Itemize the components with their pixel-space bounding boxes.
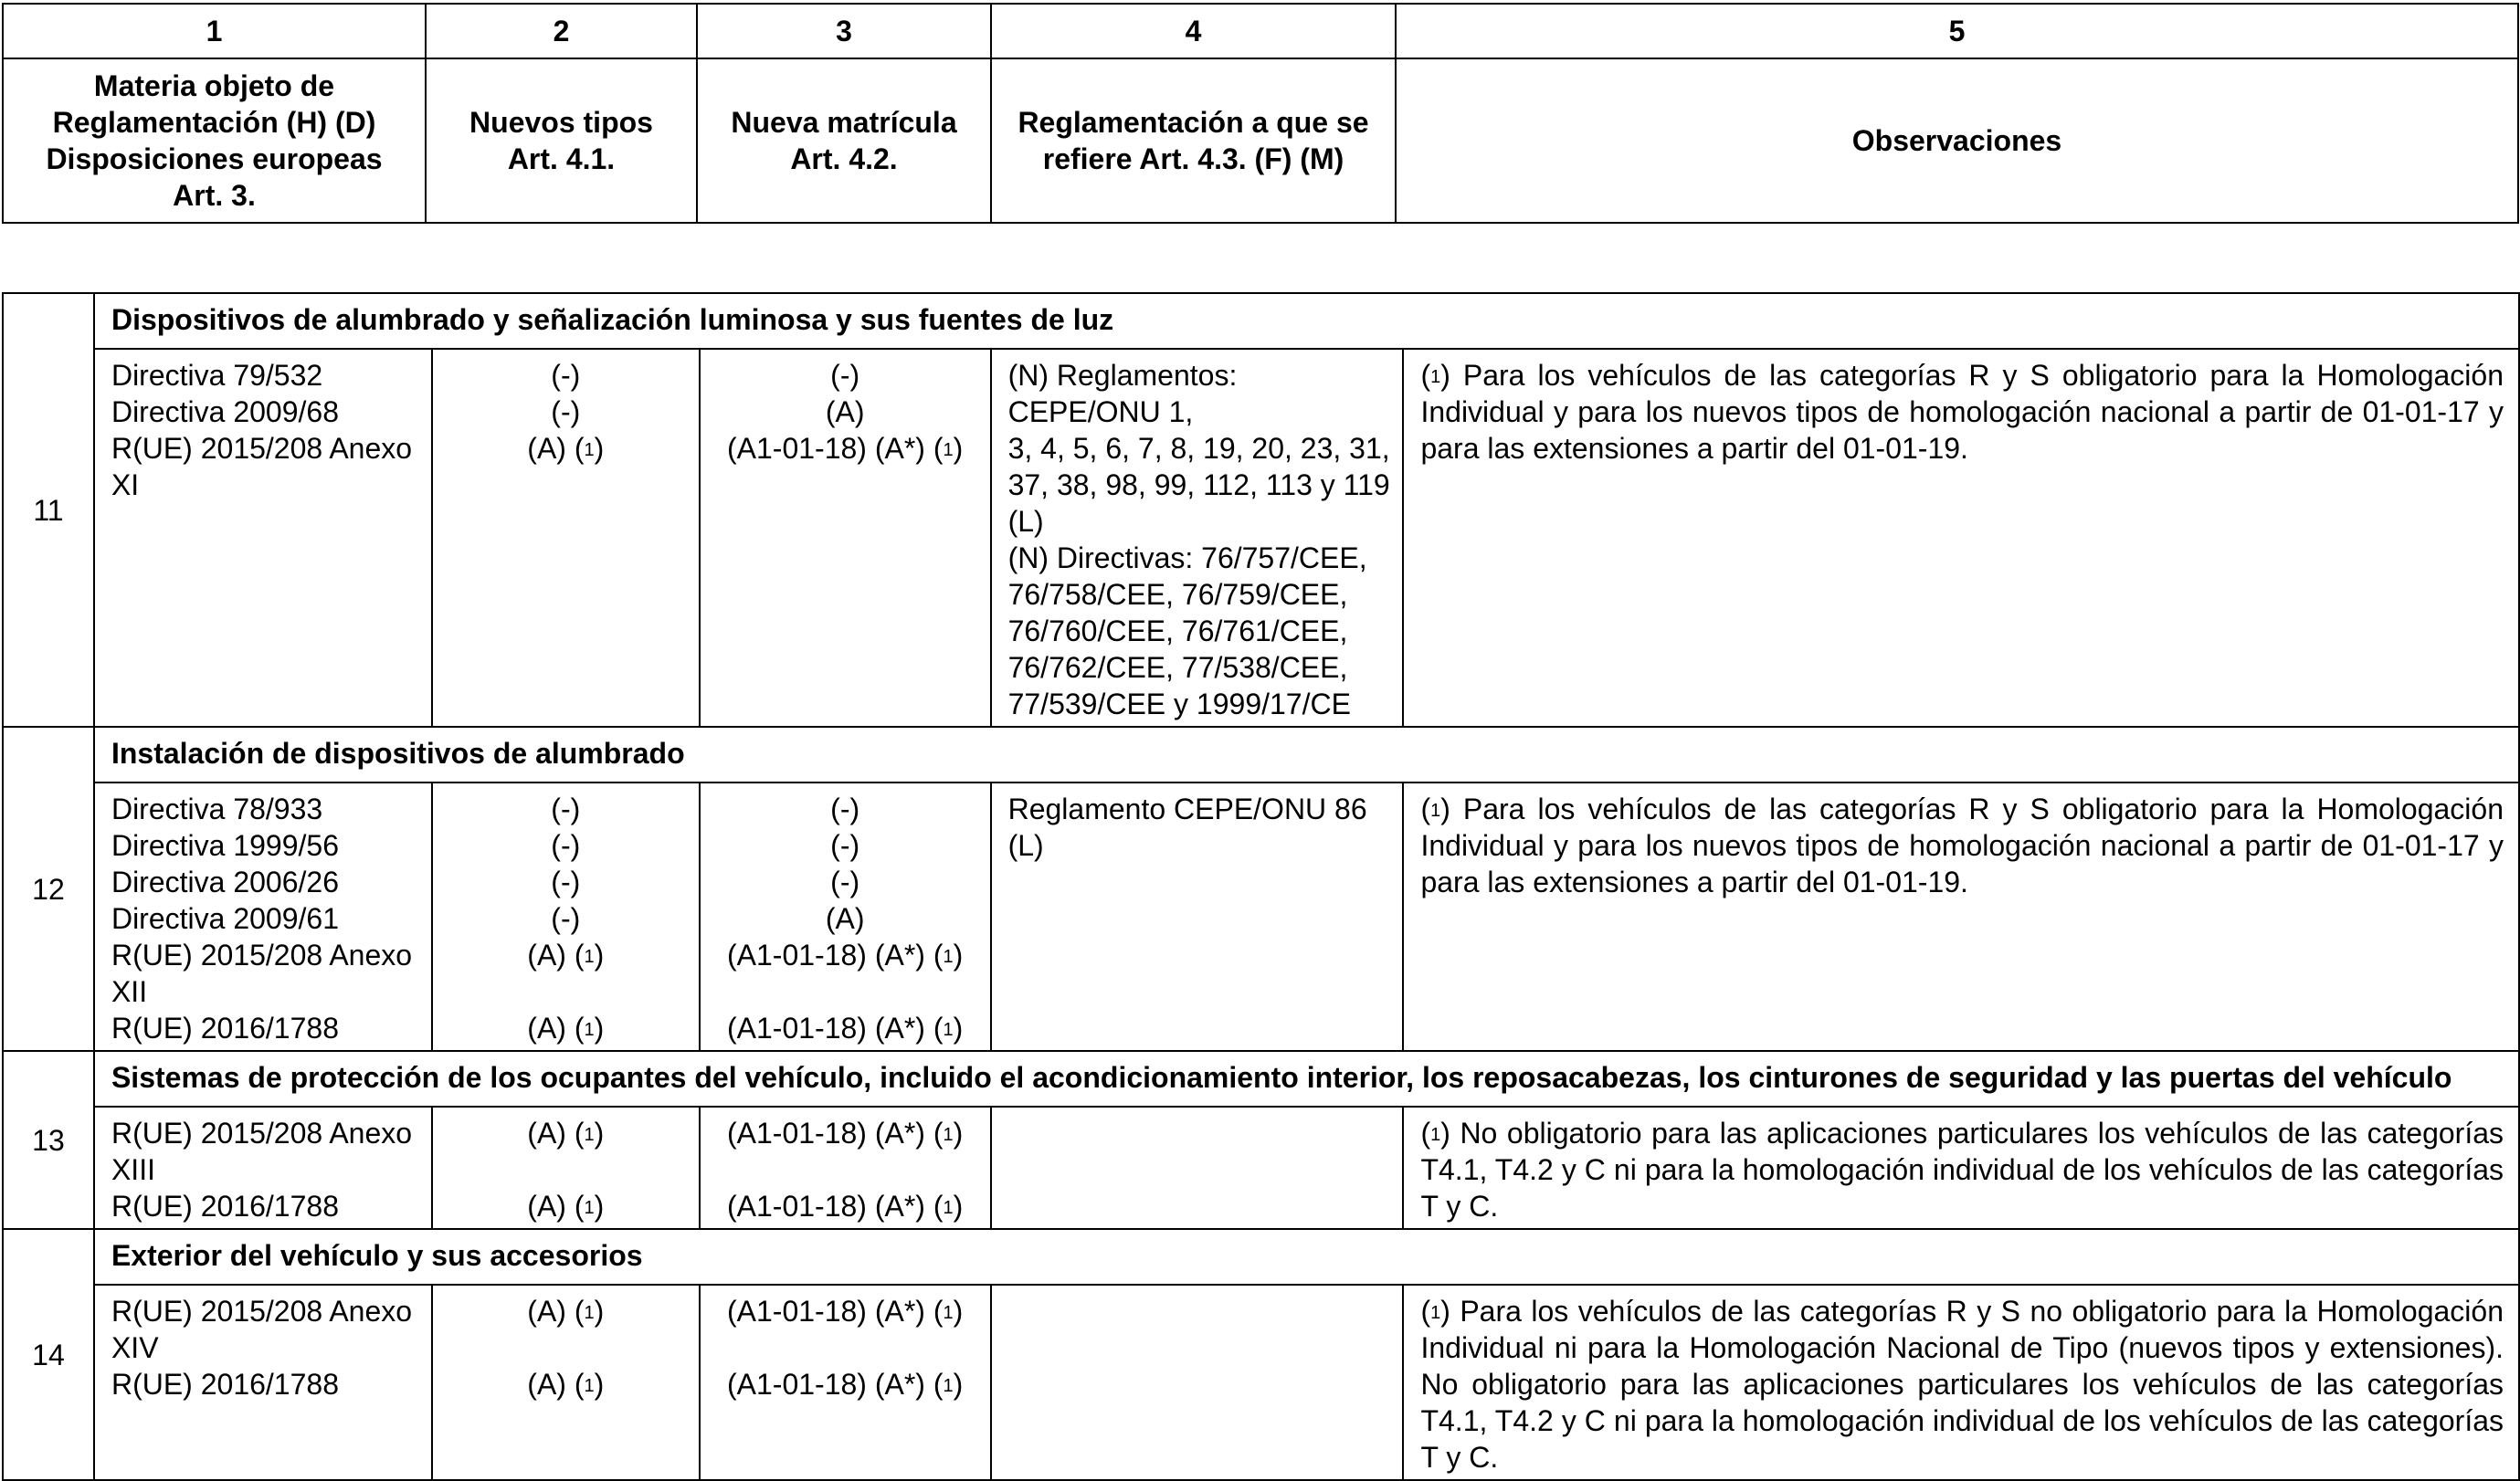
disposiciones-cell bbox=[94, 783, 432, 1051]
header-line: refiere Art. 4.3. (F) (M) bbox=[1042, 142, 1344, 175]
cell-line: (A) ($^1$) bbox=[527, 939, 605, 972]
observaciones-cell: ($^1$) Para los vehículos de las categorías R y S no obligatorio para la Homologación Individual ni para la Homologación Nacional de Tipo (nuevos tipos y extensiones). No obligatorio para las aplicaciones particulares los vehículos de las categorías T4.1, T4.2 y C ni para la homologación individual de los vehículos de las categorías T y C. bbox=[1403, 1285, 2519, 1480]
cell-line: Directiva 2009/68 bbox=[111, 395, 339, 428]
cell-line: (N) Reglamentos: CEPE/ONU 1, bbox=[1007, 359, 1238, 428]
cell-line: R(UE) 2015/208 Anexo bbox=[111, 1295, 413, 1328]
nuevos-tipos-cell bbox=[432, 1107, 700, 1229]
column-title-nuevos-tipos bbox=[426, 58, 697, 223]
column-number: 5 bbox=[1396, 4, 2518, 58]
cell-line: (A1-01-18) (A*) ($^1$) bbox=[727, 1117, 964, 1150]
cell-line: R(UE) 2016/1788 bbox=[111, 1012, 339, 1045]
cell-line: (A) ($^1$) bbox=[527, 1190, 605, 1223]
footnote-marker: 1 bbox=[943, 1125, 954, 1145]
footnote-marker: 1 bbox=[943, 1020, 954, 1040]
column-number-row bbox=[3, 4, 2518, 58]
cell-line: R(UE) 2015/208 Anexo bbox=[111, 1117, 413, 1150]
header-line: Art. 3. bbox=[173, 179, 256, 212]
cell-line: (A1-01-18) (A*) ($^1$) bbox=[727, 1012, 964, 1045]
cell-line bbox=[706, 973, 985, 1010]
cell-line: (-) bbox=[551, 902, 581, 935]
cell-line bbox=[438, 973, 693, 1010]
column-number: 1 bbox=[3, 4, 426, 58]
nueva-matricula-cell bbox=[700, 783, 991, 1051]
footnote-marker: 1 bbox=[584, 1125, 595, 1145]
cell-line: (A) bbox=[825, 395, 865, 428]
cell-line: (A) ($^1$) bbox=[527, 432, 605, 465]
nueva-matricula-cell bbox=[700, 349, 991, 727]
cell-line: (-) bbox=[830, 829, 860, 862]
observaciones-cell: ($^1$) No obligatorio para las aplicaciones particulares los vehículos de las categorías T4.1, T4.2 y C ni para la homologación individual de los vehículos de las categorías T y C. bbox=[1403, 1107, 2519, 1229]
disposiciones-cell bbox=[94, 1285, 432, 1480]
disposiciones-cell bbox=[94, 349, 432, 727]
cell-line: (N) Directivas: 76/757/CEE, bbox=[1007, 541, 1367, 574]
cell-line: (-) bbox=[551, 866, 581, 898]
reglamentacion-cell bbox=[991, 349, 1404, 727]
section-title: Instalación de dispositivos de alumbrado bbox=[94, 727, 2519, 783]
cell-line: (A1-01-18) (A*) ($^1$) bbox=[727, 1295, 964, 1328]
reglamentacion-cell bbox=[991, 1285, 1404, 1480]
column-title-reglamentacion bbox=[991, 58, 1396, 223]
nuevos-tipos-cell bbox=[432, 783, 700, 1051]
nueva-matricula-cell bbox=[700, 1285, 991, 1480]
footnote-marker: 1 bbox=[584, 1198, 595, 1218]
column-title-observaciones bbox=[1396, 58, 2518, 223]
section-detail-row bbox=[3, 349, 2519, 727]
footnote-marker: 1 bbox=[584, 947, 595, 967]
regulation-table-body bbox=[3, 293, 2519, 1480]
observaciones-cell: ($^1$) Para los vehículos de las categorías R y S obligatorio para la Homologación Individual y para los nuevos tipos de homologación nacional a partir de 01-01-17 y para las extensiones a partir del 01-01-19. bbox=[1403, 349, 2519, 727]
section-detail-row bbox=[3, 1107, 2519, 1229]
footnote-marker: 1 bbox=[943, 1376, 954, 1396]
column-number: 4 bbox=[991, 4, 1396, 58]
section-detail-row bbox=[3, 1285, 2519, 1480]
cell-line: (L) bbox=[1007, 505, 1044, 538]
observaciones-cell: ($^1$) Para los vehículos de las categorías R y S obligatorio para la Homologación Individual y para los nuevos tipos de homologación nacional a partir de 01-01-17 y para las extensiones a partir del 01-01-19. bbox=[1403, 783, 2519, 1051]
row-number: 14 bbox=[3, 1229, 94, 1480]
cell-line: R(UE) 2015/208 Anexo XI bbox=[111, 432, 413, 501]
header-line: Reglamentación a que se bbox=[1017, 106, 1369, 139]
column-title-row bbox=[3, 58, 2518, 223]
nuevos-tipos-cell bbox=[432, 349, 700, 727]
section-title-row bbox=[3, 727, 2519, 783]
cell-line: Reglamento CEPE/ONU 86 (L) bbox=[1007, 793, 1367, 862]
cell-line: XII bbox=[111, 975, 148, 1008]
nueva-matricula-cell bbox=[700, 1107, 991, 1229]
cell-line: 76/762/CEE, 77/538/CEE, bbox=[1007, 651, 1348, 684]
header-line: Nueva matrícula bbox=[731, 106, 957, 139]
column-title-materia bbox=[3, 58, 426, 223]
cell-line bbox=[438, 1151, 693, 1188]
cell-line: 76/760/CEE, 76/761/CEE, bbox=[1007, 614, 1348, 647]
section-title: Dispositivos de alumbrado y señalización luminosa y sus fuentes de luz bbox=[94, 293, 2519, 349]
cell-line: (-) bbox=[830, 866, 860, 898]
footnote-marker: 1 bbox=[584, 1303, 595, 1323]
column-number: 2 bbox=[426, 4, 697, 58]
footnote-marker: 1 bbox=[584, 1020, 595, 1040]
header-line: Observaciones bbox=[1851, 124, 2062, 157]
cell-line: (-) bbox=[830, 793, 860, 825]
cell-line: (A) bbox=[825, 902, 865, 935]
cell-line: (A1-01-18) (A*) ($^1$) bbox=[727, 432, 964, 465]
footnote-marker: 1 bbox=[1430, 1125, 1441, 1145]
cell-line: (A) ($^1$) bbox=[527, 1295, 605, 1328]
cell-line: 76/758/CEE, 76/759/CEE, bbox=[1007, 578, 1348, 611]
cell-line: (-) bbox=[551, 359, 581, 392]
cell-line: Directiva 78/933 bbox=[111, 793, 323, 825]
footnote-marker: 1 bbox=[1430, 801, 1441, 821]
header-line: Reglamentación (H) (D) bbox=[52, 106, 376, 139]
cell-line: (-) bbox=[551, 395, 581, 428]
cell-line: Directiva 2006/26 bbox=[111, 866, 339, 898]
footnote-marker: 1 bbox=[943, 1303, 954, 1323]
cell-line: XIV bbox=[111, 1331, 159, 1364]
footnote-marker: 1 bbox=[584, 1376, 595, 1396]
cell-line: XIII bbox=[111, 1153, 155, 1186]
footnote-marker: 1 bbox=[943, 947, 954, 967]
cell-line: Directiva 1999/56 bbox=[111, 829, 339, 862]
cell-line: (A1-01-18) (A*) ($^1$) bbox=[727, 1368, 964, 1401]
header-line: Disposiciones europeas bbox=[46, 142, 383, 175]
section-title: Sistemas de protección de los ocupantes del vehículo, incluido el acondicionamiento interior, los reposacabezas, los cinturones de seguridad y las puertas del vehículo bbox=[94, 1051, 2519, 1107]
header-line: Art. 4.1. bbox=[507, 142, 616, 175]
cell-line: (A1-01-18) (A*) ($^1$) bbox=[727, 1190, 964, 1223]
cell-line: (A) ($^1$) bbox=[527, 1368, 605, 1401]
cell-line: (-) bbox=[551, 793, 581, 825]
cell-line bbox=[706, 1329, 985, 1366]
footnote-marker: 1 bbox=[584, 440, 595, 460]
regulation-table bbox=[2, 292, 2520, 1481]
column-number: 3 bbox=[697, 4, 991, 58]
cell-line bbox=[706, 1151, 985, 1188]
header-line: Nuevos tipos bbox=[469, 106, 653, 139]
section-title-row bbox=[3, 1051, 2519, 1107]
section-title: Exterior del vehículo y sus accesorios bbox=[94, 1229, 2519, 1285]
cell-line: (A1-01-18) (A*) ($^1$) bbox=[727, 939, 964, 972]
cell-line: Directiva 79/532 bbox=[111, 359, 323, 392]
cell-line: (A) ($^1$) bbox=[527, 1117, 605, 1150]
footnote-marker: 1 bbox=[1430, 367, 1441, 387]
header-line: Materia objeto de bbox=[93, 69, 335, 102]
row-number: 11 bbox=[3, 293, 94, 727]
cell-line: 37, 38, 98, 99, 112, 113 y 119 bbox=[1007, 468, 1390, 501]
cell-line: (-) bbox=[830, 359, 860, 392]
nuevos-tipos-cell bbox=[432, 1285, 700, 1480]
cell-line: R(UE) 2016/1788 bbox=[111, 1190, 339, 1223]
cell-line: 3, 4, 5, 6, 7, 8, 19, 20, 23, 31, bbox=[1007, 432, 1390, 465]
cell-line: (-) bbox=[551, 829, 581, 862]
header-line: Art. 4.2. bbox=[790, 142, 898, 175]
section-title-row bbox=[3, 1229, 2519, 1285]
footnote-marker: 1 bbox=[943, 440, 954, 460]
footnote-marker: 1 bbox=[943, 1198, 954, 1218]
reglamentacion-cell bbox=[991, 783, 1404, 1051]
cell-line: (A) ($^1$) bbox=[527, 1012, 605, 1045]
cell-line bbox=[438, 1329, 693, 1366]
cell-line: R(UE) 2015/208 Anexo bbox=[111, 939, 413, 972]
row-number: 12 bbox=[3, 727, 94, 1051]
column-title-nueva-matricula bbox=[697, 58, 991, 223]
section-detail-row bbox=[3, 783, 2519, 1051]
column-header-table bbox=[2, 3, 2519, 224]
cell-line: 77/539/CEE y 1999/17/CE bbox=[1007, 688, 1351, 720]
section-title-row bbox=[3, 293, 2519, 349]
cell-line: Directiva 2009/61 bbox=[111, 902, 339, 935]
row-number: 13 bbox=[3, 1051, 94, 1229]
footnote-marker: 1 bbox=[1430, 1303, 1441, 1323]
cell-line: R(UE) 2016/1788 bbox=[111, 1368, 339, 1401]
disposiciones-cell bbox=[94, 1107, 432, 1229]
reglamentacion-cell bbox=[991, 1107, 1404, 1229]
